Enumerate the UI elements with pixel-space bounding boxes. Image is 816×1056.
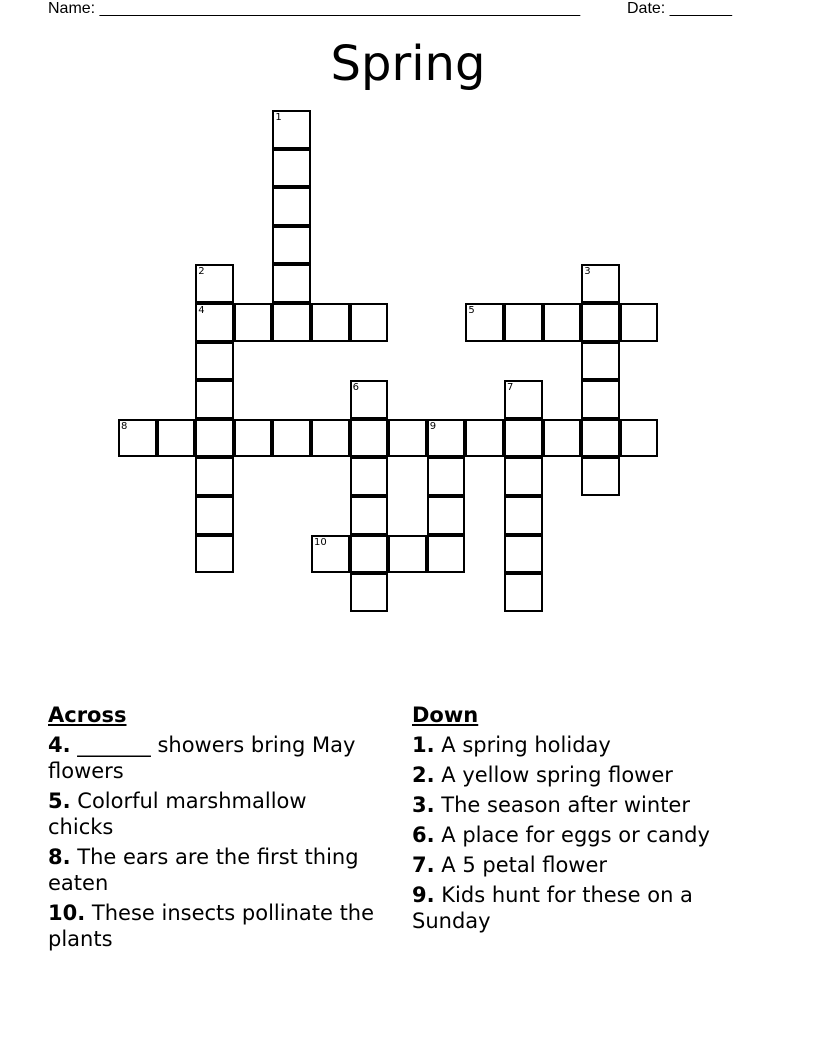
clue-number: 6. <box>412 823 435 847</box>
clue-down-3 <box>412 792 772 818</box>
crossword-cell[interactable] <box>543 303 582 342</box>
clue-number: 2. <box>412 763 435 787</box>
clue-number: 1. <box>412 733 435 757</box>
clue-number: 7. <box>412 853 435 877</box>
crossword-cell[interactable] <box>427 457 466 496</box>
crossword-cell[interactable] <box>504 573 543 612</box>
crossword-cell[interactable] <box>311 303 350 342</box>
crossword-cell-7[interactable] <box>504 380 543 419</box>
crossword-cell[interactable] <box>427 535 466 574</box>
clue-down-6 <box>412 822 772 848</box>
crossword-cell[interactable] <box>620 419 659 458</box>
clue-text: Colorful marshmallow chicks <box>48 789 307 839</box>
crossword-cell[interactable] <box>350 535 389 574</box>
crossword-cell[interactable] <box>350 457 389 496</box>
crossword-cell-10[interactable] <box>311 535 350 574</box>
clue-across-5 <box>48 788 378 840</box>
crossword-cell-5[interactable] <box>465 303 504 342</box>
clue-number: 9. <box>412 883 435 907</box>
crossword-cell[interactable] <box>388 419 427 458</box>
clue-text: A place for eggs or candy <box>441 823 710 847</box>
clue-text: The ears are the first thing eaten <box>48 845 359 895</box>
crossword-cell-6[interactable] <box>350 380 389 419</box>
cell-number: 9 <box>429 420 437 432</box>
crossword-cell[interactable] <box>195 496 234 535</box>
clue-across-8 <box>48 844 378 896</box>
down-clues <box>412 702 772 934</box>
cell-number: 8 <box>121 420 128 432</box>
crossword-cell[interactable] <box>272 149 311 188</box>
crossword-cell[interactable] <box>272 264 311 303</box>
clue-across-10 <box>48 900 378 952</box>
clue-number: 4. <box>48 733 71 757</box>
crossword-cell[interactable] <box>581 303 620 342</box>
crossword-cell[interactable] <box>272 419 311 458</box>
crossword-cell[interactable] <box>504 496 543 535</box>
crossword-cell[interactable] <box>581 419 620 458</box>
clue-down-7 <box>412 852 772 878</box>
cell-number: 6 <box>352 382 359 394</box>
puzzle-title: Spring <box>330 36 486 92</box>
crossword-cell[interactable] <box>388 535 427 574</box>
crossword-cell[interactable] <box>581 457 620 496</box>
cell-number: 10 <box>314 536 327 548</box>
crossword-cell[interactable] <box>504 419 543 458</box>
clue-text: These insects pollinate the plants <box>48 901 375 951</box>
cell-number: 2 <box>198 266 205 278</box>
crossword-cell[interactable] <box>311 419 350 458</box>
crossword-cell[interactable] <box>350 303 389 342</box>
crossword-cell[interactable] <box>427 496 466 535</box>
clue-number: 8. <box>48 845 71 869</box>
cell-number: 5 <box>468 305 475 316</box>
crossword-cell[interactable] <box>272 187 311 226</box>
crossword-cell[interactable] <box>195 342 234 381</box>
crossword-cell[interactable] <box>234 303 273 342</box>
clue-across-4 <box>48 732 378 784</box>
crossword-cell[interactable] <box>157 419 196 458</box>
clue-text: _______ showers bring May flowers <box>48 733 356 783</box>
clue-number: 3. <box>412 793 435 817</box>
crossword-cell[interactable] <box>504 457 543 496</box>
crossword-cell[interactable] <box>234 419 273 458</box>
crossword-cell[interactable] <box>272 226 311 265</box>
crossword-cell-8[interactable] <box>118 419 157 458</box>
down-heading: Down <box>412 703 479 727</box>
name-field[interactable]: Name: ______________________________________________________ <box>48 0 581 17</box>
across-clues <box>48 702 378 952</box>
crossword-cell-9[interactable] <box>427 419 466 458</box>
cell-number: 4 <box>198 305 205 316</box>
clue-down-1 <box>412 732 772 758</box>
crossword-cell[interactable] <box>195 419 234 458</box>
crossword-cell[interactable] <box>504 535 543 574</box>
crossword-cell[interactable] <box>272 303 311 342</box>
clue-text: A 5 petal flower <box>441 853 608 877</box>
crossword-cell[interactable] <box>465 419 504 458</box>
crossword-cell[interactable] <box>195 457 234 496</box>
crossword-cell-2[interactable] <box>195 264 234 303</box>
crossword-cell[interactable] <box>350 419 389 458</box>
crossword-cell[interactable] <box>195 535 234 574</box>
clue-number: 5. <box>48 789 71 813</box>
clue-text: The season after winter <box>441 793 690 817</box>
clue-text: Kids hunt for these on a Sunday <box>412 883 693 933</box>
crossword-cell[interactable] <box>581 342 620 381</box>
crossword-cell[interactable] <box>581 380 620 419</box>
crossword-cell[interactable] <box>195 380 234 419</box>
crossword-cell[interactable] <box>543 419 582 458</box>
clue-number: 10. <box>48 901 86 925</box>
cell-number: 3 <box>584 266 591 278</box>
across-heading: Across <box>48 703 127 727</box>
crossword-cell-1[interactable] <box>272 110 311 149</box>
crossword-cell[interactable] <box>620 303 659 342</box>
clue-down-2 <box>412 762 772 788</box>
crossword-cell[interactable] <box>350 496 389 535</box>
date-field[interactable]: Date: _______ <box>627 0 732 17</box>
crossword-cell[interactable] <box>504 303 543 342</box>
clue-text: A yellow spring flower <box>441 763 673 787</box>
crossword-cell-3[interactable] <box>581 264 620 303</box>
clue-down-9 <box>412 882 772 934</box>
cell-number: 7 <box>507 382 514 394</box>
cell-number: 1 <box>275 112 282 123</box>
crossword-cell[interactable] <box>350 573 389 612</box>
clue-text: A spring holiday <box>441 733 611 757</box>
crossword-cell-4[interactable] <box>195 303 234 342</box>
